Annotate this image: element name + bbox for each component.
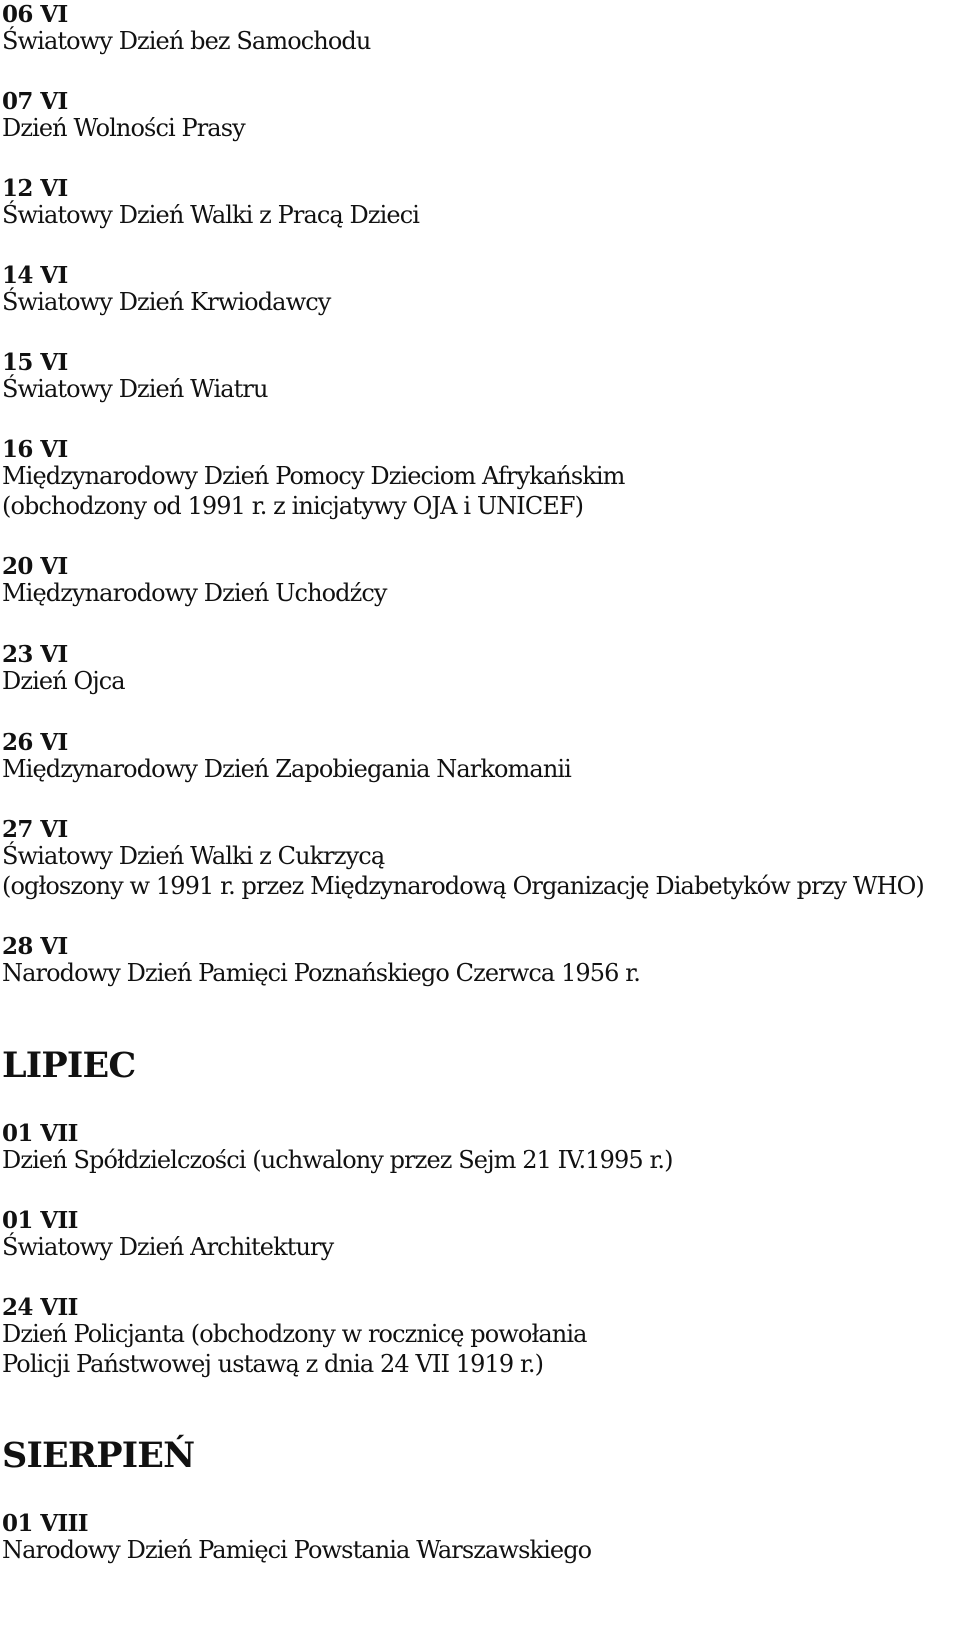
entry-description: Światowy Dzień Walki z Cukrzycą (2, 842, 385, 870)
entry-date: 24 VII (2, 1294, 78, 1321)
entry-date: 27 VI (2, 816, 68, 843)
entry-description: Światowy Dzień Krwiodawcy (2, 288, 331, 316)
entry-date: 26 VI (2, 729, 68, 756)
entry-date: 06 VI (2, 1, 68, 28)
entry-date: 01 VII (2, 1207, 78, 1234)
entry-description: Międzynarodowy Dzień Pomocy Dzieciom Afrykańskim (2, 462, 625, 490)
entry-description: Policji Państwowej ustawą z dnia 24 VII 1919 r.) (2, 1350, 544, 1378)
entry-date: 23 VI (2, 641, 68, 668)
entry-description: Światowy Dzień bez Samochodu (2, 27, 371, 55)
entry-description: Dzień Spółdzielczości (uchwalony przez Sejm 21 IV.1995 r.) (2, 1146, 673, 1174)
entry-date: 28 VI (2, 933, 68, 960)
entry-date: 01 VII (2, 1120, 78, 1147)
entry-description: (obchodzony od 1991 r. z inicjatywy OJA i UNICEF) (2, 492, 584, 520)
entry-date: 15 VI (2, 349, 68, 376)
entry-description: Światowy Dzień Architektury (2, 1233, 334, 1261)
entry-description: (ogłoszony w 1991 r. przez Międzynarodową Organizację Diabetyków przy WHO) (2, 872, 924, 900)
month-heading: LIPIEC (2, 1045, 136, 1086)
entry-date: 14 VI (2, 262, 68, 289)
entry-description: Światowy Dzień Walki z Pracą Dzieci (2, 201, 420, 229)
month-heading: SIERPIEŃ (2, 1435, 195, 1476)
entry-description: Narodowy Dzień Pamięci Powstania Warszawskiego (2, 1536, 592, 1564)
entry-description: Międzynarodowy Dzień Zapobiegania Narkomanii (2, 755, 571, 783)
entry-description: Narodowy Dzień Pamięci Poznańskiego Czerwca 1956 r. (2, 959, 640, 987)
entry-description: Dzień Ojca (2, 667, 125, 695)
entry-date: 12 VI (2, 175, 68, 202)
entry-description: Międzynarodowy Dzień Uchodźcy (2, 579, 387, 607)
entry-date: 16 VI (2, 436, 68, 463)
entry-description: Dzień Policjanta (obchodzony w rocznicę powołania (2, 1320, 587, 1348)
entry-description: Światowy Dzień Wiatru (2, 375, 268, 403)
entry-date: 20 VI (2, 553, 68, 580)
entry-description: Dzień Wolności Prasy (2, 114, 245, 142)
entry-date: 01 VIII (2, 1510, 88, 1537)
entry-date: 07 VI (2, 88, 68, 115)
